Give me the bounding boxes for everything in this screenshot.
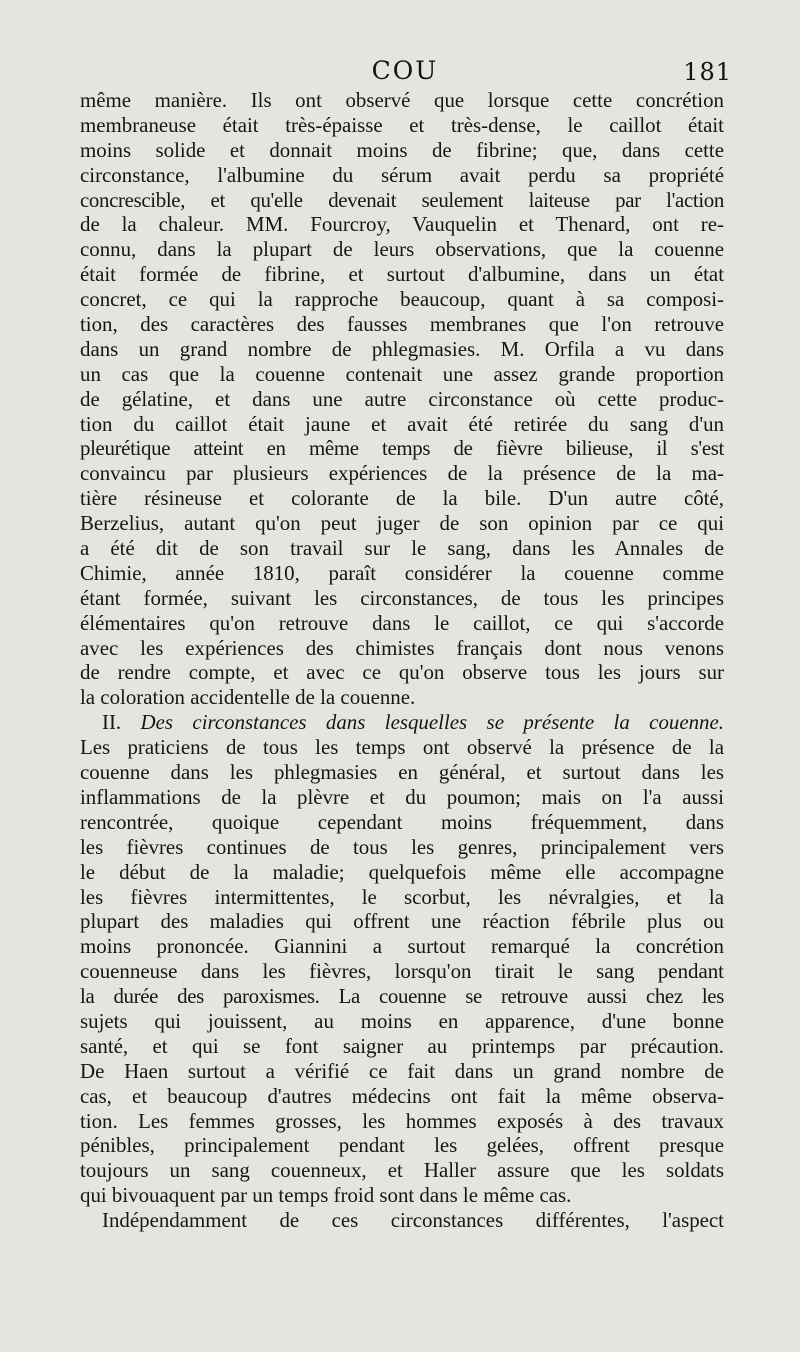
text-line: inflammations de la plèvre et du poumon; mais on l'a aussi	[80, 784, 724, 809]
text-line: convaincu par plusieurs expériences de la présence de la ma-	[80, 461, 724, 486]
text-line: avec les expériences des chimistes français dont nous venons	[80, 635, 724, 660]
text-line: circonstance, l'albumine du sérum avait perdu sa propriété	[80, 162, 724, 187]
text-line: de gélatine, et dans une autre circonstance où cette produc-	[80, 386, 724, 411]
text-line: Les praticiens de tous les temps ont observé la présence de la	[80, 735, 724, 760]
text-line: qui bivouaquent par un temps froid sont dans le même cas.	[80, 1183, 572, 1208]
text-line: plupart des maladies qui offrent une réaction fébrile plus ou	[80, 909, 724, 934]
text-line: pénibles, principalement pendant les gelées, offrent presque	[80, 1133, 724, 1158]
section-title: Des circonstances dans lesquelles se présente la couenne.	[140, 710, 724, 735]
text-line: tion. Les femmes grosses, les hommes exposés à des travaux	[80, 1108, 724, 1133]
text-line: les fièvres intermittentes, le scorbut, les névralgies, et la	[80, 884, 724, 909]
running-header	[78, 52, 732, 88]
text-line: pleurétique atteint en même temps de fièvre bilieuse, il s'est	[80, 436, 724, 461]
text-line: même manière. Ils ont observé que lorsque cette concrétion	[80, 88, 724, 112]
text-line: de rendre compte, et avec ce qu'on observe tous les jours sur	[80, 660, 724, 685]
text-line: rencontrée, quoique cependant moins fréquemment, dans	[80, 809, 724, 834]
text-line: Chimie, année 1810, paraît considérer la couenne comme	[80, 560, 724, 585]
text-line: moins solide et donnait moins de fibrine; que, dans cette	[80, 137, 724, 162]
text-line: était formée de fibrine, et surtout d'albumine, dans un état	[80, 262, 724, 287]
text-line: cas, et beaucoup d'autres médecins ont fait la même observa-	[80, 1083, 724, 1108]
text-line: le début de la maladie; quelquefois même elle accompagne	[80, 859, 724, 884]
text-line: a été dit de son travail sur le sang, dans les Annales de	[80, 536, 724, 561]
text-line: toujours un sang couenneux, et Haller assure que les soldats	[80, 1158, 724, 1183]
text-line: moins prononcée. Giannini a surtout remarqué la concrétion	[80, 934, 724, 959]
text-line: élémentaires qu'on retrouve dans le caillot, ce qui s'accorde	[80, 610, 724, 635]
page-number: 181	[683, 58, 732, 86]
text-line: les fièvres continues de tous les genres, principalement vers	[80, 834, 724, 859]
text-line: tion, des caractères des fausses membranes que l'on retrouve	[80, 312, 724, 337]
text-line: couenne dans les phlegmasies en général, et surtout dans les	[80, 760, 724, 785]
text-line: tion du caillot était jaune et avait été retirée du sang d'un	[80, 411, 724, 436]
text-line: couenneuse dans les fièvres, lorsqu'on tirait le sang pendant	[80, 959, 724, 984]
text-line: sujets qui jouissent, au moins en apparence, d'une bonne	[80, 1008, 724, 1033]
text-line: un cas que la couenne contenait une assez grande proportion	[80, 361, 724, 386]
text-line: connu, dans la plupart de leurs observations, que la couenne	[80, 237, 724, 262]
text-line: concret, ce qui la rapproche beaucoup, quant à sa composi-	[80, 287, 724, 312]
text-line: la durée des paroxismes. La couenne se retrouve aussi chez les	[80, 984, 724, 1009]
section-number: II.	[102, 710, 122, 735]
text-line: santé, et qui se font saigner au printemps par précaution.	[80, 1033, 724, 1058]
text-line: tière résineuse et colorante de la bile. D'un autre côté,	[80, 486, 724, 511]
text-line: Berzelius, autant qu'on peut juger de son opinion par ce qui	[80, 511, 724, 536]
body-text	[80, 88, 724, 1233]
text-line: la coloration accidentelle de la couenne.	[80, 685, 416, 710]
text-line: Indépendamment de ces circonstances différentes, l'aspect	[102, 1208, 724, 1233]
text-line: De Haen surtout a vérifié ce fait dans un grand nombre de	[80, 1058, 724, 1083]
text-line: étant formée, suivant les circonstances, de tous les principes	[80, 585, 724, 610]
running-title: COU	[371, 56, 439, 85]
text-line: concrescible, et qu'elle devenait seulement laiteuse par l'action	[80, 187, 724, 212]
section-heading	[80, 710, 724, 735]
text-line: dans un grand nombre de phlegmasies. M. Orfila a vu dans	[80, 336, 724, 361]
text-line: de la chaleur. MM. Fourcroy, Vauquelin et Thenard, ont re-	[80, 212, 724, 237]
text-line: membraneuse était très-épaisse et très-dense, le caillot était	[80, 112, 724, 137]
